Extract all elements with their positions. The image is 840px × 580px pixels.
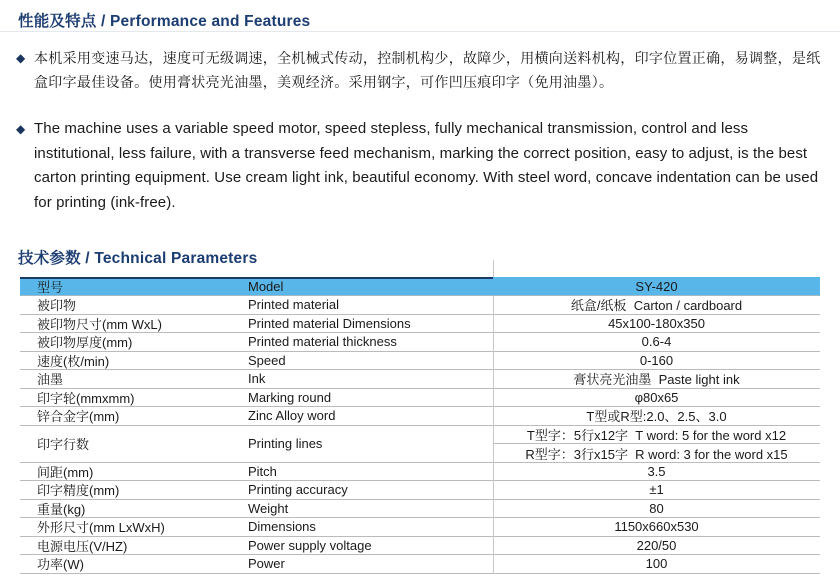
param-value-stacked bbox=[493, 426, 820, 462]
param-en: Power supply voltage bbox=[248, 537, 372, 553]
param-en: Zinc Alloy word bbox=[248, 408, 336, 424]
table-row-printing-lines bbox=[20, 426, 820, 463]
table-row bbox=[20, 481, 820, 500]
param-cn: 被印物 bbox=[37, 298, 77, 314]
param-en: Printing lines bbox=[248, 436, 323, 451]
feature-bullet-chinese bbox=[16, 46, 830, 94]
param-value: 1150x660x530 bbox=[614, 519, 699, 535]
table-top-accent-line bbox=[20, 277, 493, 279]
param-cn: 功率(W) bbox=[37, 557, 84, 573]
param-en: Printed material Dimensions bbox=[248, 315, 411, 331]
table-row bbox=[20, 333, 820, 352]
param-cn: 被印物尺寸(mm WxL) bbox=[37, 316, 162, 332]
table-row bbox=[20, 407, 820, 426]
table-row bbox=[20, 315, 820, 334]
param-en: Printed material bbox=[248, 297, 340, 313]
param-en: Ink bbox=[248, 371, 266, 387]
param-value: 3.5 bbox=[647, 463, 666, 479]
param-value-r-type: R型字：3行x15字 R word: 3 for the word x15 bbox=[525, 446, 788, 462]
table-row bbox=[20, 518, 820, 537]
param-value: 100 bbox=[645, 556, 668, 572]
param-value: 膏状亮光油墨 Paste light ink bbox=[573, 372, 740, 388]
param-en: Power bbox=[248, 556, 285, 572]
param-value: φ80x65 bbox=[634, 389, 679, 405]
param-cn: 印字行数 bbox=[37, 437, 90, 452]
param-cn: 印字轮(mmxmm) bbox=[37, 390, 135, 406]
param-value: 纸盒/纸板 Carton / cardboard bbox=[570, 298, 743, 314]
param-cn: 油墨 bbox=[37, 372, 64, 388]
diamond-bullet-icon: ◆ bbox=[16, 51, 26, 65]
param-value: SY-420 bbox=[635, 278, 678, 294]
param-cn: 间距(mm) bbox=[37, 464, 94, 480]
diamond-bullet-icon: ◆ bbox=[16, 122, 26, 136]
param-value: 0.6-4 bbox=[641, 334, 672, 350]
param-cn: 印字精度(mm) bbox=[37, 483, 120, 499]
param-en: Speed bbox=[248, 352, 286, 368]
param-en: Dimensions bbox=[248, 519, 316, 535]
performance-section-title: 性能及特点 / Performance and Features bbox=[18, 13, 311, 30]
table-row bbox=[20, 500, 820, 519]
param-value: 220/50 bbox=[636, 537, 677, 553]
param-en: Model bbox=[248, 278, 284, 294]
title-underline bbox=[0, 31, 840, 32]
table-row bbox=[20, 389, 820, 408]
param-cn: 被印物厚度(mm) bbox=[37, 335, 133, 351]
param-value-t-type: T型字：5行x12字 T word: 5 for the word x12 bbox=[493, 426, 820, 445]
param-cn: 重量(kg) bbox=[37, 501, 86, 517]
feature-text-chinese: 本机采用变速马达，速度可无级调速，全机械式传动，控制机构少，故障少，用横向送料机构，印字位置正确，易调整，是纸盒印字最佳设备。使用膏状亮光油墨，美观经济。采用钢字，可作凹压痕印字（免用油墨）。 bbox=[34, 50, 821, 90]
param-cn: 速度(枚/min) bbox=[37, 353, 110, 369]
table-row bbox=[20, 370, 820, 389]
param-cn: 外形尺寸(mm LxWxH) bbox=[37, 520, 165, 536]
technical-parameters-table bbox=[20, 277, 820, 574]
column-divider-line bbox=[493, 260, 494, 574]
param-en: Printing accuracy bbox=[248, 482, 348, 498]
param-value: 45x100-180x350 bbox=[608, 315, 705, 331]
param-value: ±1 bbox=[649, 482, 664, 498]
param-cn: 型号 bbox=[37, 279, 64, 295]
table-row bbox=[20, 555, 820, 574]
param-en: Pitch bbox=[248, 463, 277, 479]
table-row bbox=[20, 352, 820, 371]
param-en: Weight bbox=[248, 500, 289, 516]
param-value: 0-160 bbox=[639, 352, 674, 368]
table-header-row bbox=[20, 277, 820, 296]
param-en: Marking round bbox=[248, 389, 332, 405]
param-cn: 锌合金字(mm) bbox=[37, 409, 120, 425]
technical-parameters-title: 技术参数 / Technical Parameters bbox=[18, 250, 258, 267]
feature-text-english: The machine uses a variable speed motor, speed stepless, fully mechanical transmission, control and less institutional, less failure, with a transverse feed mechanism, marking the correct position, easy to adjust, is the best carton printing equipment. Use cream light ink, beautiful economy. With steel word, concave indentation can be used for printing (ink-free). bbox=[34, 120, 819, 211]
table-row bbox=[20, 537, 820, 556]
param-value: 80 bbox=[649, 500, 664, 516]
feature-bullet-english bbox=[16, 117, 830, 215]
param-en: Printed material thickness bbox=[248, 334, 397, 350]
table-row bbox=[20, 463, 820, 482]
table-row bbox=[20, 296, 820, 315]
param-cn: 电源电压(V/HZ) bbox=[37, 538, 128, 554]
param-value: T型或R型:2.0、2.5、3.0 bbox=[586, 409, 727, 425]
